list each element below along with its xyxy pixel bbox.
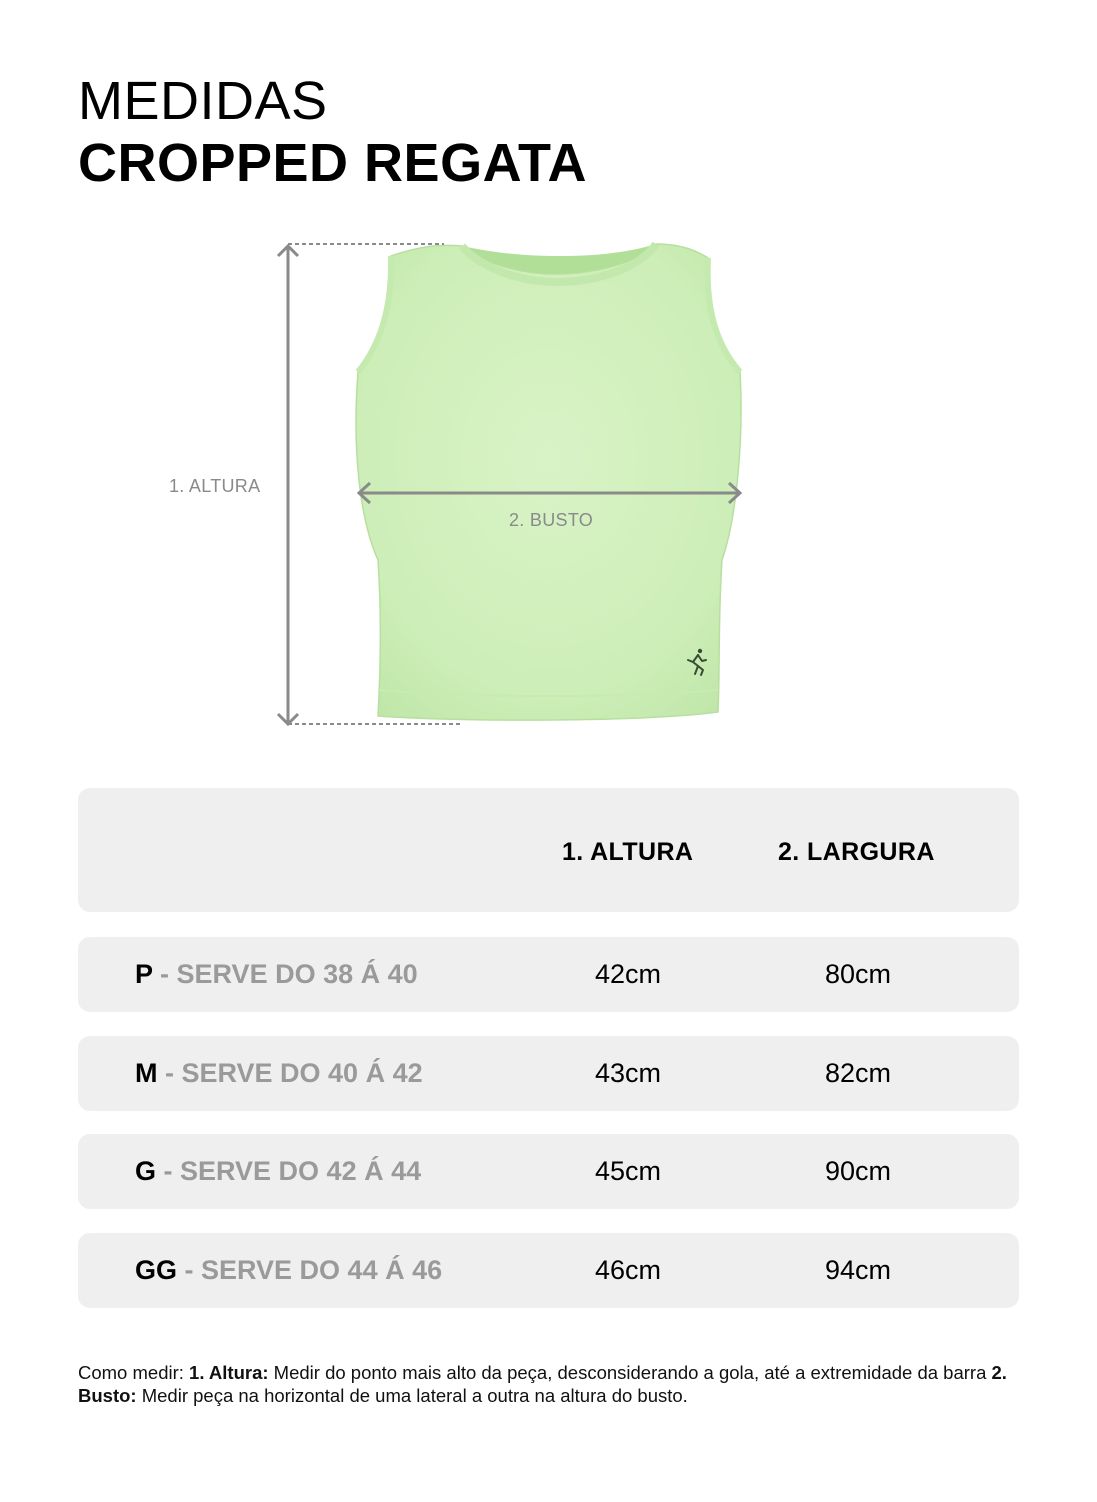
instructions-busto-text: Medir peça na horizontal de uma lateral a outra na altura do busto. [136, 1384, 688, 1406]
size-description: - SERVE DO 42 Á 44 [156, 1156, 422, 1186]
measurement-instructions [78, 1361, 1028, 1407]
size-code: M [135, 1058, 158, 1088]
page-title-line2: CROPPED REGATA [78, 133, 588, 193]
table-row [78, 937, 1019, 1012]
size-label [135, 1156, 421, 1187]
cropped-tank-top-image [356, 244, 741, 720]
largura-value: 80cm [825, 959, 892, 989]
column-header-altura: 1. ALTURA [562, 838, 694, 866]
altura-value: 43cm [595, 1058, 662, 1088]
busto-diagram-label: 2. BUSTO [509, 510, 594, 530]
size-label [135, 1058, 423, 1089]
size-label [135, 1255, 442, 1286]
instructions-busto-title: 2. Busto: [78, 1361, 1007, 1406]
size-code: G [135, 1156, 157, 1186]
largura-value: 94cm [825, 1255, 892, 1285]
altura-value: 46cm [595, 1255, 662, 1285]
instructions-intro: Como medir: [78, 1361, 190, 1383]
instructions-altura-title: 1. Altura: [189, 1361, 269, 1383]
instructions-altura-text: Medir do ponto mais alto da peça, desconsiderando a gola, até a extremidade da barra [268, 1361, 992, 1383]
table-row [78, 1134, 1019, 1209]
largura-value: 90cm [825, 1156, 892, 1186]
size-description: - SERVE DO 40 Á 42 [157, 1058, 423, 1088]
altura-diagram-label: 1. ALTURA [169, 476, 261, 496]
table-row [78, 1233, 1019, 1308]
table-header-row [78, 788, 1019, 912]
size-code: P [135, 959, 153, 989]
column-header-largura: 2. LARGURA [778, 838, 935, 866]
altura-value: 45cm [595, 1156, 662, 1186]
altura-value: 42cm [595, 959, 662, 989]
largura-value: 82cm [825, 1058, 892, 1088]
table-row [78, 1036, 1019, 1111]
size-code: GG [135, 1255, 178, 1285]
size-description: - SERVE DO 44 Á 46 [177, 1255, 443, 1285]
size-description: - SERVE DO 38 Á 40 [152, 959, 418, 989]
page-title-line1: MEDIDAS [78, 71, 328, 131]
size-label [135, 959, 418, 990]
